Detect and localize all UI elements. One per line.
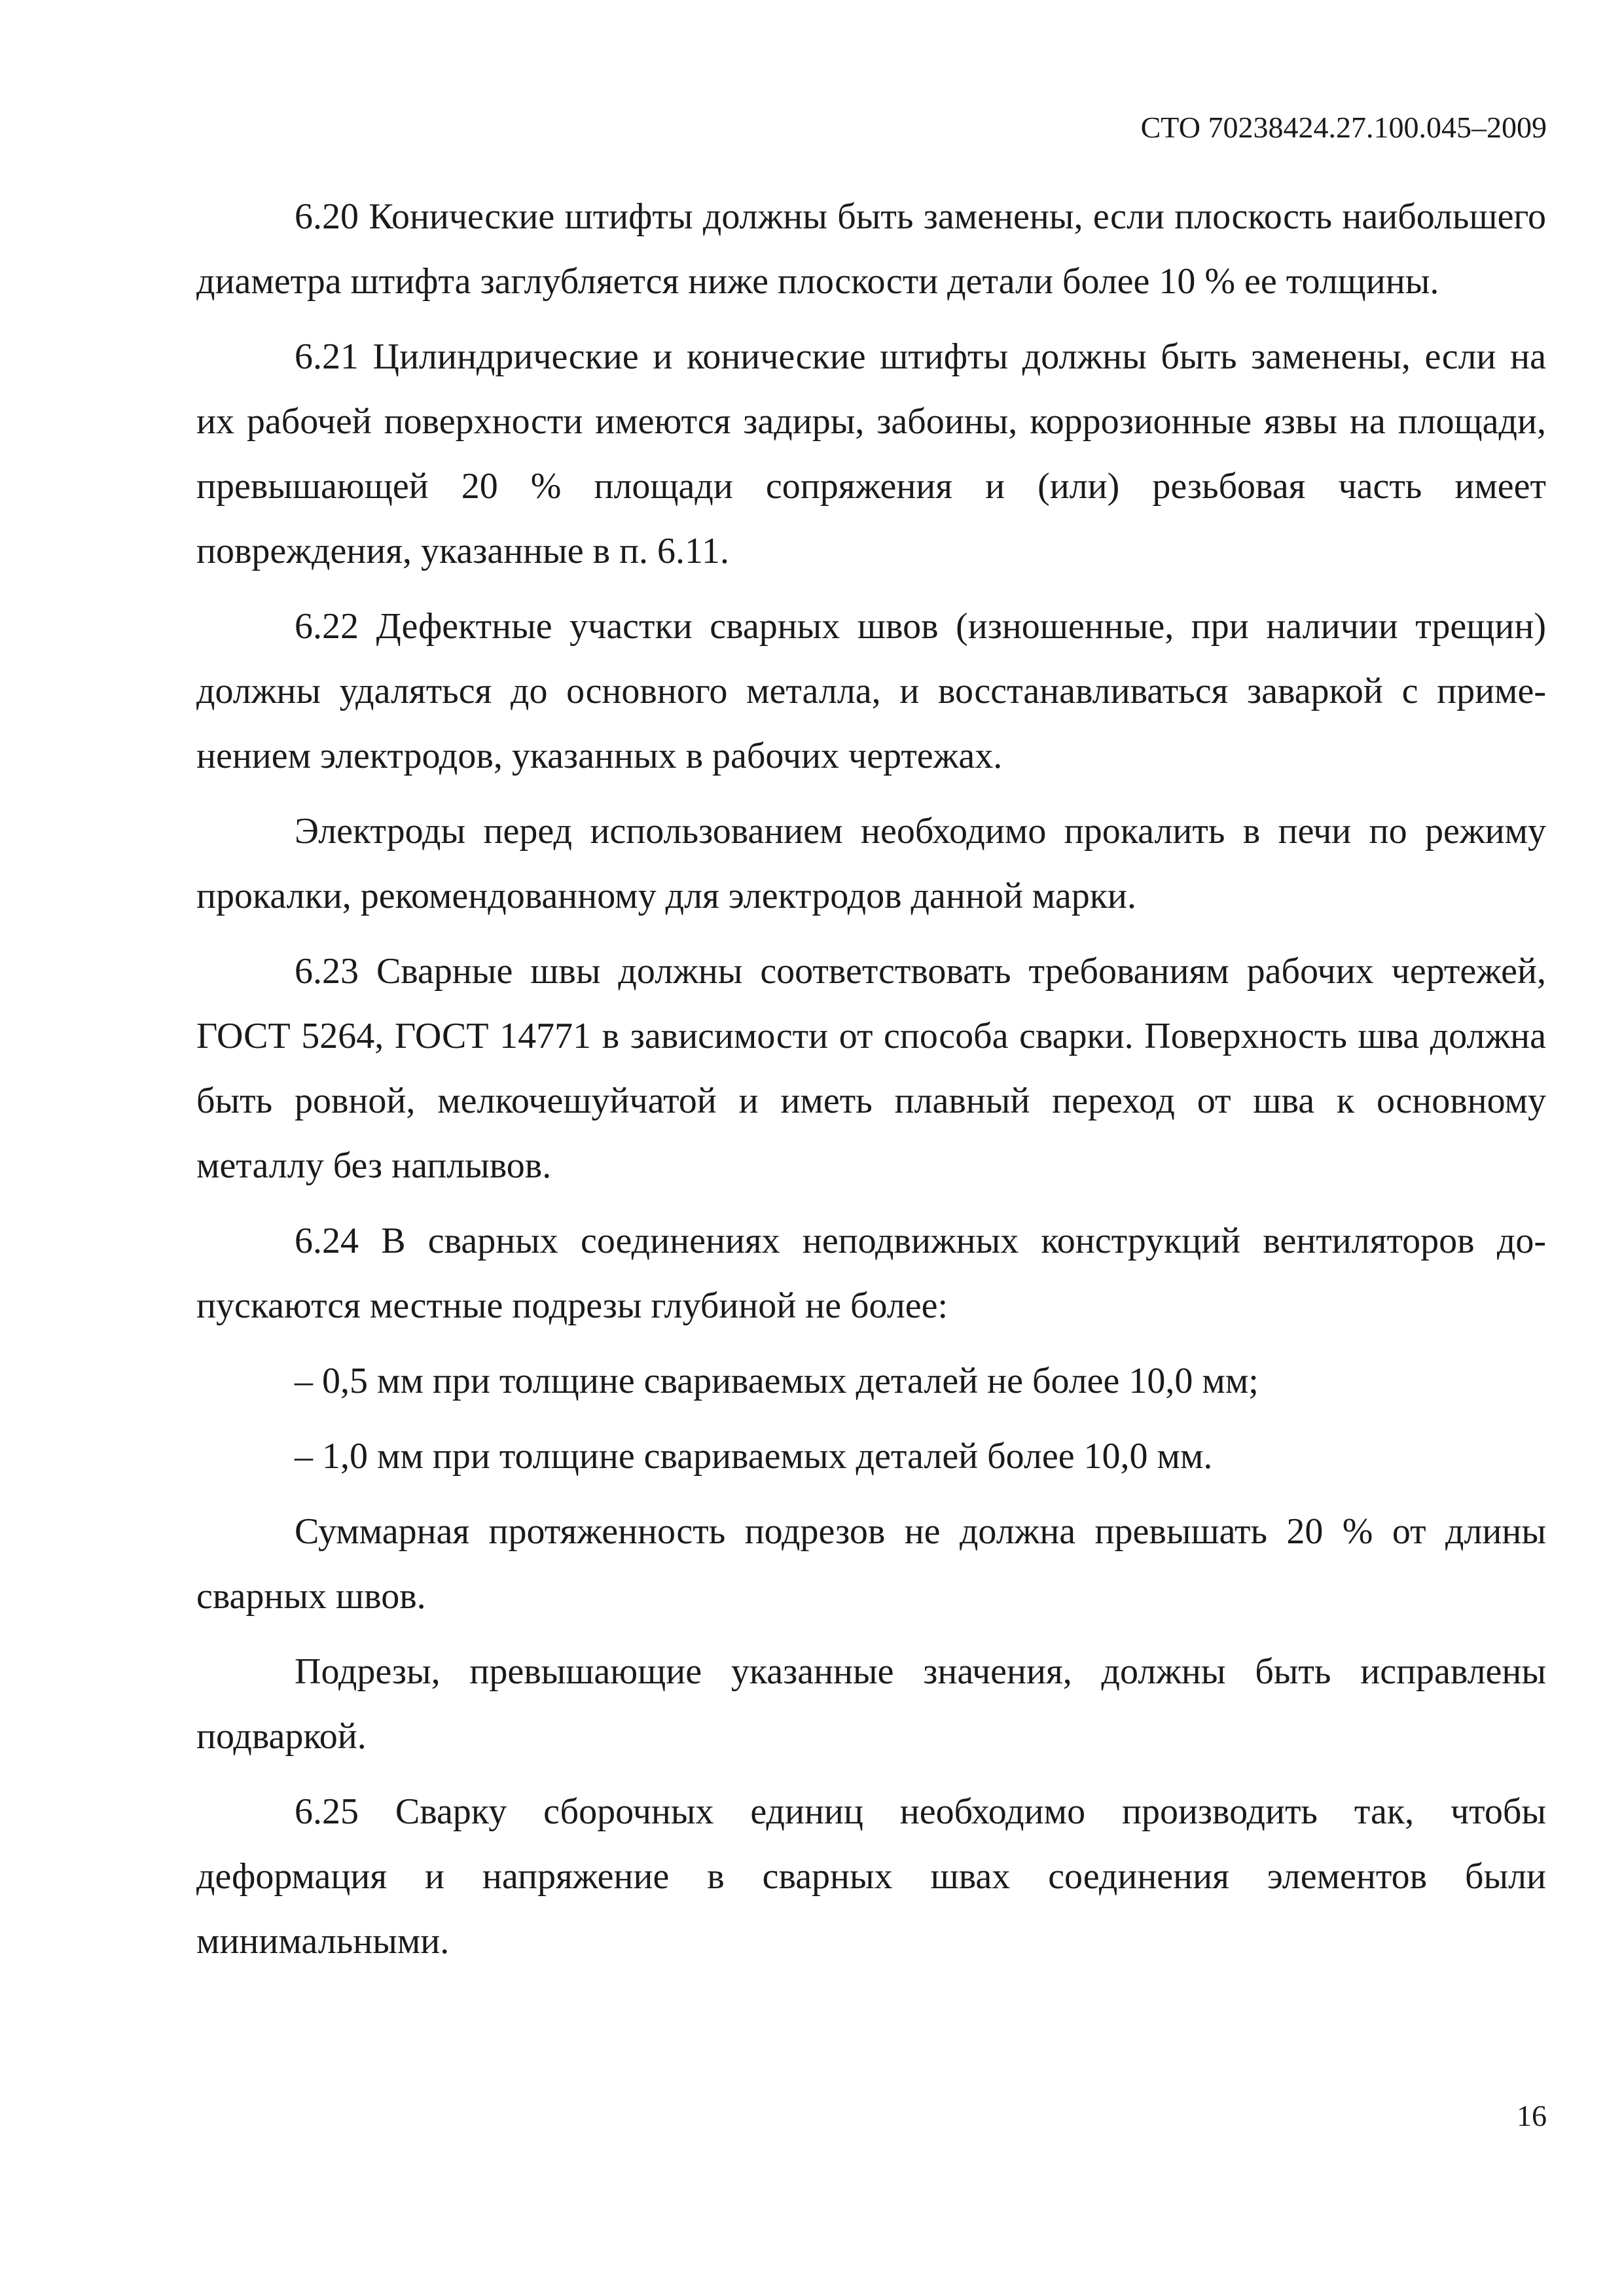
list-item-undercut-thin: – 0,5 мм при толщине свариваемых деталей не более 10,0 мм; [295, 1361, 1259, 1401]
document-body [196, 185, 1546, 1984]
page-number: 16 [1517, 2099, 1547, 2132]
paragraph-6-20: 6.20 Конические штифты должны быть заменены, если плоскость наибольшего диаметра штифта заглубляется ниже плоскости детали более 10 % ее толщины. [196, 196, 1546, 302]
paragraph-6-23: 6.23 Сварные швы должны соответствовать требованиям рабочих чертежей, ГОСТ 5264, ГОСТ 14771 в зависимости от способа сварки. Поверхность шва должна быть ровной, мелкочешуйчатой и иметь плавный переход от шва к основному металлу без наплывов. [196, 951, 1546, 1186]
paragraph-undercut-repair: Подрезы, превышающие указанные значения, должны быть исправлены подваркой. [196, 1651, 1546, 1757]
list-item-undercut-thick: – 1,0 мм при толщине свариваемых деталей более 10,0 мм. [295, 1436, 1213, 1477]
paragraph-electrodes: Электроды перед использованием необходимо прокалить в печи по режиму прокалки, рекомендованному для электродов данной марки. [196, 811, 1546, 916]
paragraph-6-22: 6.22 Дефектные участки сварных швов (изношенные, при наличии трещин) должны удаляться до основного металла, и восстанавливаться заваркой с применением электродов, указанных в рабочих чертежах. [196, 606, 1546, 776]
paragraph-6-25: 6.25 Сварку сборочных единиц необходимо производить так, чтобы деформация и напряжение в сварных швах соединения элементов были минимальными. [196, 1791, 1546, 1962]
paragraph-6-21: 6.21 Цилиндрические и конические штифты должны быть заменены, если на их рабочей поверхности имеются задиры, забоины, коррозионные язвы на площади, превышающей 20 % площади сопряжения и (или) резьбовая часть имеет повреждения, указанные в п. 6.11. [196, 336, 1546, 571]
paragraph-total-length: Суммарная протяженность подрезов не должна превышать 20 % от длины сварных швов. [196, 1511, 1546, 1617]
paragraph-6-24: 6.24 В сварных соединениях неподвижных конструкций вентиляторов допускаются местные подрезы глубиной не более: [196, 1221, 1546, 1326]
document-header: СТО 70238424.27.100.045–2009 [1140, 111, 1547, 144]
